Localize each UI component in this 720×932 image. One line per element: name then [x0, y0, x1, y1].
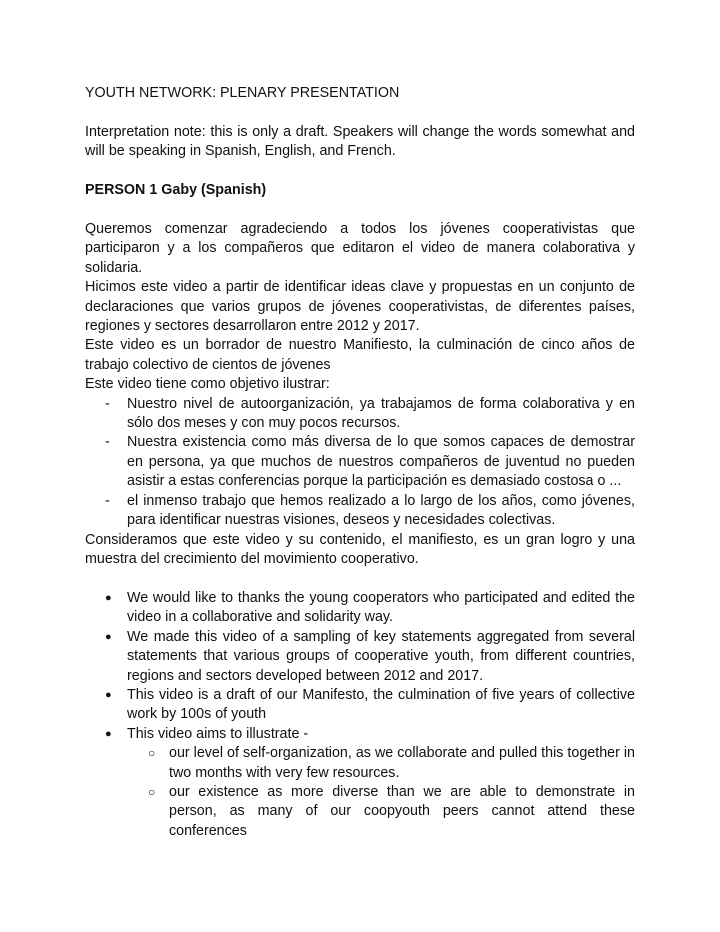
bullet-icon: ● [105, 727, 112, 740]
list-item [85, 725, 635, 744]
list-item [85, 492, 635, 531]
english-sub-list [85, 744, 635, 841]
spanish-paragraph-5: Consideramos que este video y su contenido, el manifiesto, es un gran logro y una muestra del crecimiento del movimiento cooperativo. [85, 531, 635, 567]
spanish-paragraph-4: Este video tiene como objetivo ilustrar: [85, 376, 330, 393]
spanish-section [85, 220, 635, 569]
sub-list-item [85, 783, 635, 841]
list-item-text: Nuestra existencia como más diversa de lo que somos capaces de demostrar en persona, ya que muchos de nuestros compañeros de juventud no pueden asistir a estas conferencias porque la participación es demasiado costosa o ... [127, 434, 635, 490]
sub-list-item-text: our level of self-organization, as we collaborate and pulled this together in two months with very few resources. [169, 745, 635, 781]
bullet-icon: ● [105, 689, 112, 702]
document-title: YOUTH NETWORK: PLENARY PRESENTATION [85, 85, 400, 101]
sub-list-item-text: our existence as more diverse than we are able to demonstrate in person, as many of our coopyouth peers cannot attend these conferences [169, 784, 635, 839]
interpretation-note: Interpretation note: this is only a draft. Speakers will change the words somewhat and will be speaking in Spanish, English, and French. [85, 124, 635, 160]
bullet-icon: ● [105, 592, 112, 604]
list-item [85, 433, 635, 491]
spanish-paragraph-2: Hicimos este video a partir de identificar ideas clave y propuestas en un conjunto de declaraciones que varios grupos de jóvenes cooperativistas, de diferentes países, regiones y sectores desarrollaron entre 2012 y 2017. [85, 279, 635, 335]
list-item-text: We made this video of a sampling of key statements aggregated from several statements that various groups of cooperative youth, from different countries, regions and sectors developed between 2012 and 2017. [127, 628, 635, 684]
spanish-paragraph-3: Este video es un borrador de nuestro Manifiesto, la culminación de cinco años de trabajo colectivo de cientos de jóvenes [85, 337, 635, 373]
spanish-dash-list [85, 395, 635, 531]
list-item [85, 628, 635, 686]
circle-bullet-icon: ○ [148, 785, 156, 800]
list-item-text: We would like to thanks the young cooperators who participated and edited the video in a collaborative and solidarity way. [127, 590, 635, 626]
list-item-text: This video is a draft of our Manifesto, the culmination of five years of collective work by 100s of youth [127, 687, 635, 723]
dash-marker: - [105, 492, 110, 509]
list-item [85, 395, 635, 434]
english-bullet-list [85, 589, 635, 744]
list-item-text: This video aims to illustrate - [127, 725, 309, 742]
list-item [85, 589, 635, 628]
list-item-text: el inmenso trabajo que hemos realizado a lo largo de los años, como jóvenes, para identificar nuestras visiones, deseos y necesidades colectivas. [127, 492, 635, 529]
spanish-paragraph-1: Queremos comenzar agradeciendo a todos los jóvenes cooperativistas que participaron y a los compañeros que editaron el video de manera colaborativa y solidaria. [85, 221, 635, 276]
list-item [85, 686, 635, 725]
sub-list-item [85, 744, 635, 783]
dash-marker: - [105, 434, 110, 451]
circle-bullet-icon: ○ [148, 746, 156, 761]
english-section [85, 589, 635, 841]
speaker-heading: PERSON 1 Gaby (Spanish) [85, 182, 267, 198]
dash-marker: - [105, 395, 110, 412]
list-item-text: Nuestro nivel de autoorganización, ya trabajamos de forma colaborativa y en sólo dos meses y con muy pocos recursos. [127, 395, 635, 432]
bullet-icon: ● [105, 630, 112, 643]
